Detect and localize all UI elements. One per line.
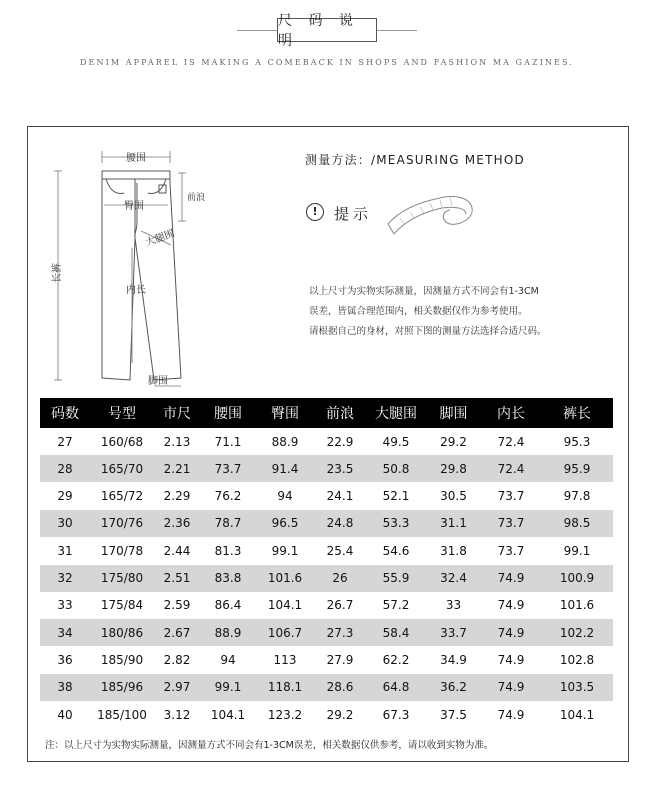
col-header-length: 裤长	[563, 406, 591, 422]
label-hem: 脚围	[148, 376, 168, 387]
table-cell: 22.9	[326, 434, 354, 449]
table-row	[40, 455, 613, 482]
table-cell: 29.2	[440, 434, 467, 449]
tip-label: 提示	[334, 205, 373, 223]
table-cell: 175/80	[100, 571, 144, 585]
table-cell: 31.1	[440, 516, 467, 531]
table-row	[40, 646, 613, 673]
table-cell: 118.1	[267, 680, 303, 695]
table-cell: 165/70	[100, 461, 144, 476]
measurement-notes	[309, 282, 625, 342]
table-cell: 52.1	[382, 489, 410, 504]
table-row	[40, 592, 613, 619]
table-cell: 37.5	[440, 707, 467, 722]
label-pant-length: 长裤	[52, 263, 63, 283]
table-cell: 28	[57, 461, 73, 476]
table-cell: 27.3	[326, 625, 354, 640]
table-cell: 74.9	[497, 625, 525, 640]
label-inseam: 内长	[126, 285, 146, 296]
table-cell: 99.1	[271, 543, 299, 558]
col-header-shichi: 市尺	[163, 406, 191, 422]
table-cell: 91.4	[271, 461, 299, 476]
table-cell: 24.1	[326, 489, 354, 504]
table-cell: 36	[57, 652, 73, 667]
table-cell: 34.9	[440, 652, 467, 667]
table-cell: 30.5	[440, 489, 467, 504]
table-cell: 53.3	[382, 516, 410, 531]
table-cell: 104.1	[210, 707, 246, 722]
table-cell: 83.8	[214, 571, 242, 585]
table-cell: 96.5	[271, 516, 299, 531]
table-row	[40, 537, 613, 564]
note-line-1: 以上尺寸为实物实际测量，因测量方式不同会有1-3CM	[309, 286, 539, 297]
table-cell: 88.9	[271, 434, 299, 449]
table-cell: 34	[57, 625, 73, 640]
table-cell: 76.2	[214, 489, 242, 504]
table-row	[40, 619, 613, 646]
table-cell: 29.8	[440, 461, 467, 476]
table-cell: 2.97	[163, 680, 191, 695]
table-cell: 104.1	[267, 598, 303, 613]
label-waist: 腰围	[126, 153, 146, 164]
table-cell: 33	[445, 598, 462, 613]
table-cell: 24.8	[326, 516, 354, 531]
table-cell: 2.44	[163, 543, 191, 558]
jeans-diagram-icon	[44, 143, 224, 393]
table-cell: 32	[57, 571, 73, 585]
table-cell: 185/90	[100, 652, 144, 667]
table-cell: 67.3	[382, 707, 410, 722]
table-cell: 2.82	[163, 652, 191, 667]
table-cell: 95.3	[563, 434, 591, 449]
table-cell: 2.13	[163, 434, 191, 449]
table-cell: 49.5	[382, 434, 410, 449]
measuring-tape-icon	[380, 180, 480, 242]
label-front-rise: 前浪	[187, 193, 206, 203]
method-title: 测量方法：/MEASURING METHOD	[305, 153, 525, 167]
col-header-hip: 臀围	[271, 406, 299, 422]
col-header-waist: 腰围	[214, 406, 242, 422]
table-cell: 165/72	[100, 489, 144, 504]
table-cell: 99.1	[214, 680, 242, 695]
table-cell: 54.6	[382, 543, 410, 558]
table-cell: 27.9	[326, 652, 354, 667]
col-header-spec: 号型	[108, 406, 136, 422]
table-cell: 101.6	[267, 571, 303, 585]
table-cell: 40	[57, 707, 73, 722]
table-cell: 106.7	[267, 625, 303, 640]
page-title: 尺 码 说 明	[277, 18, 377, 42]
header-line-left	[237, 30, 277, 31]
table-cell: 2.36	[163, 516, 191, 531]
table-cell: 29.2	[326, 707, 354, 722]
table-cell: 180/86	[100, 625, 144, 640]
table-row	[40, 701, 613, 728]
label-hip: 臀围	[124, 201, 144, 212]
table-cell: 78.7	[214, 516, 242, 531]
table-cell: 72.4	[497, 434, 525, 449]
table-row	[40, 510, 613, 537]
exclamation-circle-icon: !	[306, 203, 324, 221]
table-cell: 170/76	[100, 516, 144, 531]
table-cell: 97.8	[563, 489, 591, 504]
table-cell: 101.6	[559, 598, 595, 613]
table-cell: 30	[57, 516, 73, 531]
table-cell: 29	[57, 489, 73, 504]
table-row	[40, 674, 613, 701]
table-cell: 2.51	[163, 571, 191, 585]
table-cell: 33.7	[440, 625, 467, 640]
col-header-rise: 前浪	[326, 406, 354, 422]
table-cell: 2.67	[163, 625, 191, 640]
table-cell: 95.9	[563, 461, 591, 476]
table-cell: 36.2	[440, 680, 467, 695]
col-header-thigh: 大腿围	[375, 406, 417, 422]
header-line-right	[377, 30, 417, 31]
table-cell: 81.3	[214, 543, 242, 558]
col-header-inseam: 内长	[497, 406, 525, 422]
table-cell: 50.8	[382, 461, 410, 476]
table-cell: 102.8	[559, 652, 595, 667]
table-cell: 100.9	[559, 571, 595, 585]
table-cell: 74.9	[497, 571, 525, 585]
table-cell: 73.7	[214, 461, 242, 476]
page-subtitle: DENIM APPAREL IS MAKING A COMEBACK IN SHOPS AND FASHION MA GAZINES.	[80, 58, 574, 67]
table-cell: 3.12	[163, 707, 191, 722]
label-thigh: 大腿围	[144, 228, 177, 249]
table-cell: 57.2	[382, 598, 410, 613]
col-header-size: 码数	[51, 406, 79, 422]
note-line-2: 误差，皆属合理范围内，相关数据仅作为参考使用。	[309, 306, 528, 317]
footnote: 注：以上尺寸为实物实际测量，因测量方式不同会有1-3CM误差，相关数据仅供参考，请以收到实物为准。	[45, 740, 494, 751]
table-cell: 74.9	[497, 707, 525, 722]
table-cell: 26	[332, 571, 348, 585]
table-cell: 88.9	[214, 625, 242, 640]
table-row	[40, 565, 613, 592]
table-cell: 38	[57, 680, 73, 695]
note-line-3: 请根据自己的身材，对照下图的测量方法选择合适尺码。	[309, 326, 547, 337]
table-cell: 185/96	[100, 680, 144, 695]
table-cell: 73.7	[497, 489, 525, 504]
table-cell: 94	[220, 652, 236, 667]
table-cell: 28.6	[326, 680, 354, 695]
table-cell: 72.4	[497, 461, 525, 476]
table-cell: 113	[273, 652, 297, 667]
col-header-hem: 脚围	[439, 406, 468, 422]
table-cell: 73.7	[497, 516, 525, 531]
table-cell: 64.8	[382, 680, 410, 695]
table-row	[40, 483, 613, 510]
table-cell: 27	[57, 434, 73, 449]
table-cell: 86.4	[214, 598, 242, 613]
table-cell: 62.2	[382, 652, 410, 667]
table-cell: 25.4	[326, 543, 354, 558]
table-cell: 74.9	[497, 652, 525, 667]
table-cell: 170/78	[100, 543, 144, 558]
table-cell: 26.7	[326, 598, 354, 613]
table-cell: 23.5	[326, 461, 354, 476]
table-cell: 32.4	[440, 571, 467, 585]
table-cell: 103.5	[559, 680, 595, 695]
table-cell: 2.29	[163, 489, 191, 504]
table-cell: 98.5	[563, 516, 591, 531]
table-cell: 102.2	[559, 625, 595, 640]
table-cell: 74.9	[497, 680, 525, 695]
table-cell: 58.4	[382, 625, 410, 640]
table-cell: 31.8	[440, 543, 467, 558]
table-cell: 73.7	[497, 543, 525, 558]
table-cell: 55.9	[382, 571, 410, 585]
table-cell: 31	[57, 543, 73, 558]
table-cell: 104.1	[559, 707, 595, 722]
table-cell: 160/68	[100, 434, 144, 449]
table-row	[40, 428, 613, 455]
table-cell: 2.21	[163, 461, 191, 476]
table-cell: 123.2	[267, 707, 303, 722]
table-cell: 94	[277, 489, 293, 504]
table-header	[40, 398, 613, 428]
table-cell: 33	[57, 598, 73, 613]
table-cell: 99.1	[563, 543, 591, 558]
table-cell: 2.59	[163, 598, 191, 613]
table-cell: 71.1	[214, 434, 242, 449]
table-cell: 185/100	[97, 707, 147, 722]
table-cell: 74.9	[497, 598, 525, 613]
table-cell: 175/84	[100, 598, 144, 613]
